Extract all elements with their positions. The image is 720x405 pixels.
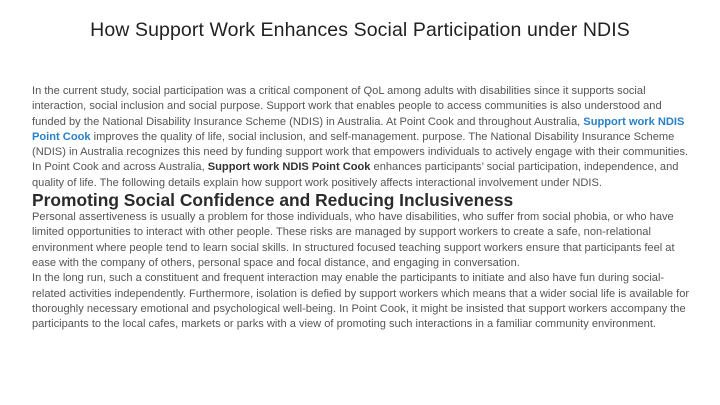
page-title: How Support Work Enhances Social Participation under NDIS [90, 19, 630, 41]
intro-text-part3: enhances participants’ social participation, independence, and quality of life. The following details explain how support work positively affects interactional involvement under NDIS. [32, 161, 679, 189]
body-paragraph-1: Personal assertiveness is usually a problem for those individuals, who have disabilities, who suffer from social phobia, or who have limited opportunities to interact with other people. These risks are managed by support workers to create a safe, non-relational environment where people tend to learn social skills. In structured focused teaching support workers ensure that participants feel at ease with the company of others, personal space and focal distance, and engaging in conversation. [32, 211, 675, 269]
intro-text-part2: improves the quality of life, social inclusion, and self-management. purpose. The National Disability Insurance Scheme (NDIS) in Australia recognizes this need by funding support work that empowers individuals to actively engage with their communities. In Point Cook and across Australia, [32, 130, 689, 174]
intro-paragraph [32, 84, 694, 191]
support-work-link[interactable]: Support work NDIS Point Cook [32, 115, 685, 143]
intro-text-part1: In the current study, social participation was a critical component of QoL among adults with disabilities since it supports social interaction, social inclusion and social purpose. Support work that enables people to access communities is also understood and funded by the National Disability Insurance Scheme (NDIS) in Australia. At Point Cook and throughout Australia, [32, 85, 662, 128]
body-paragraph-2: In the long run, such a constituent and frequent interaction may enable the participants to initiate and also have fun during social-related activities independently. Furthermore, isolation is defied by support workers which means that a wider social life is available for thoroughly necessary emotional and psychological well-being. In Point Cook, it might be insisted that support workers accompany the participants to the local cafes, markets or parks with a view of promoting such interactions in a familiar community environment. [32, 272, 690, 331]
content-body [32, 84, 694, 332]
support-work-bold-text: Support work NDIS Point Cook [207, 161, 371, 174]
section-heading: Promoting Social Confidence and Reducing Inclusiveness [32, 190, 514, 211]
